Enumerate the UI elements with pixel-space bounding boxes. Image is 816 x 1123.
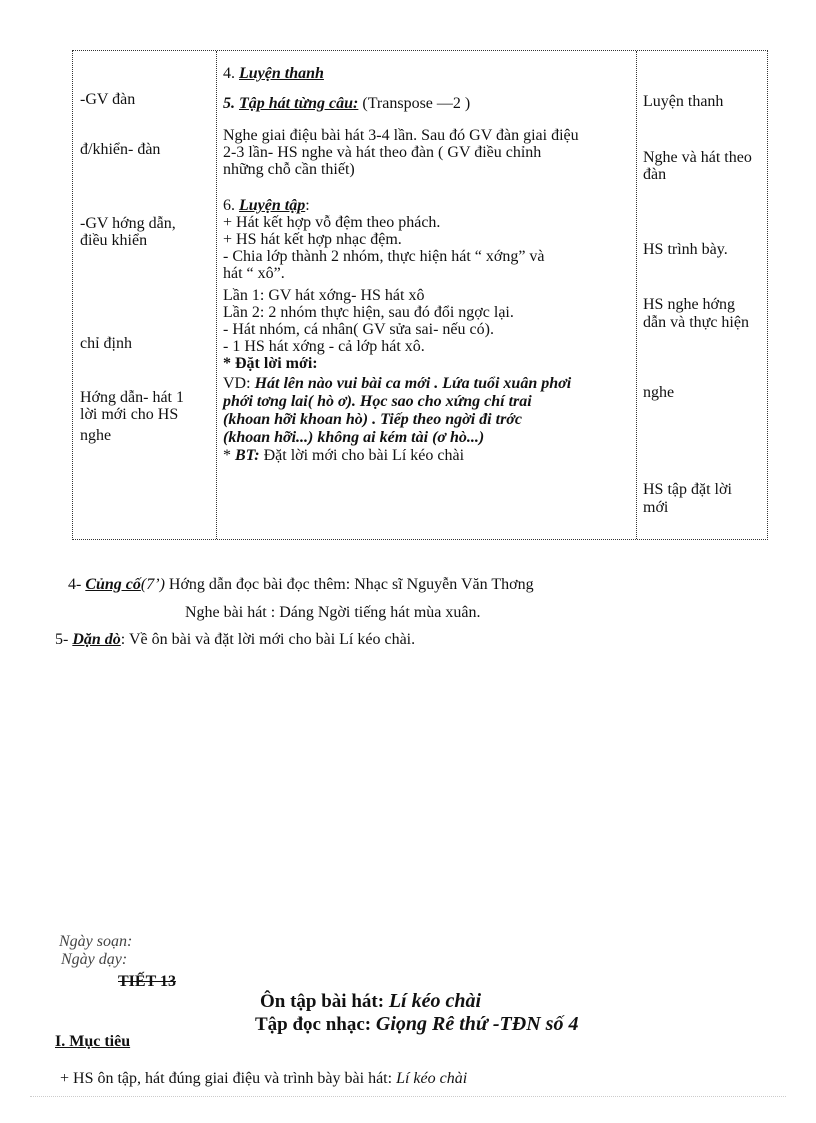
column-divider: [216, 51, 217, 539]
homework-label: Dặn dò: [72, 631, 121, 648]
teacher-chi-dinh: chỉ định: [80, 335, 132, 352]
practice-line-4: hát “ xô”.: [223, 265, 285, 282]
date-prepared-label: Ngày soạn:: [59, 933, 133, 950]
section-6-title: Luyện tập: [239, 197, 306, 214]
example-label: VD:: [223, 375, 255, 392]
objectives-line-1-text: + HS ôn tập, hát đúng giai điệu và trình bày bài hát:: [60, 1070, 397, 1087]
section-4-heading: [223, 65, 324, 82]
exercise-star: *: [223, 447, 235, 464]
teacher-hd-hat-line-2: lời mới cho HS: [80, 406, 179, 423]
practice-line-6: Lần 2: 2 nhóm thực hiện, sau đó đổi ngợc lại.: [223, 304, 514, 321]
student-tap-dat-loi-line-1: HS tập đặt lời: [643, 481, 732, 498]
lesson-number: TIẾT 13: [118, 973, 176, 990]
section-6-colon: :: [305, 197, 310, 214]
student-nghe-huong-dan-line-2: dẫn và thực hiện: [643, 314, 749, 331]
lesson-title-line-1: [260, 990, 481, 1013]
consolidation-prefix: 4-: [68, 576, 86, 593]
student-nghe: nghe: [643, 384, 675, 401]
student-nghe-hat-line-1: Nghe và hát theo: [643, 149, 752, 166]
objectives-line-1-song: Lí kéo chài: [396, 1070, 468, 1087]
lesson-title-1-song: Lí kéo chài: [388, 990, 482, 1012]
student-luyen-thanh: Luyện thanh: [643, 93, 724, 110]
exercise-text: Đặt lời mới cho bài Lí kéo chài: [259, 447, 465, 464]
practice-line-7: - Hát nhóm, cá nhân( GV sửa sai- nếu có).: [223, 321, 494, 338]
consolidation-time: (7’): [140, 576, 165, 593]
homework-text: : Về ôn bài và đặt lời mới cho bài Lí kéo chài.: [120, 631, 416, 648]
section-6-heading: [223, 197, 310, 214]
consolidation-label: Củng cố: [85, 576, 141, 593]
teacher-hd-hat-line-1: Hớng dẫn- hát 1: [80, 389, 184, 406]
practice-line-2: + HS hát kết hợp nhạc đệm.: [223, 231, 402, 248]
example-line-4: (khoan hỡi...) không ai kém tài (ơ hò...): [223, 429, 485, 446]
example-line-2: phới tơng lai( hò ơ). Học sao cho xứng chí trai: [223, 393, 532, 410]
exercise-line: [223, 447, 464, 464]
student-tap-dat-loi-line-2: mới: [643, 499, 669, 516]
paragraph-1-line-3: những chỗ cần thiết): [223, 161, 355, 178]
consolidation-line-2: Nghe bài hát : Dáng Ngời tiếng hát mùa xuân.: [185, 604, 481, 621]
teacher-huong-dan-line-2: điều khiển: [80, 232, 148, 249]
section-4-title: Luyện thanh: [239, 65, 324, 82]
practice-line-5: Lần 1: GV hát xớng- HS hát xô: [223, 287, 425, 304]
example-line-3: (khoan hỡi khoan hò) . Tiếp theo ngời đi trớc: [223, 411, 522, 428]
section-5-heading: [223, 95, 470, 112]
objectives-line-1: [60, 1070, 467, 1088]
section-5-transpose: (Transpose —2 ): [358, 95, 471, 112]
example-line-1: [223, 375, 571, 392]
section-5-title: Tập hát từng câu:: [239, 95, 359, 112]
consolidation-text: Hớng dẫn đọc bài đọc thêm: Nhạc sĩ Nguyễn Văn Thơng: [164, 576, 534, 593]
student-nghe-hat-line-2: đàn: [643, 166, 667, 183]
section-5-number: 5.: [223, 95, 239, 112]
teacher-huong-dan-line-1: -GV hớng dẫn,: [80, 215, 176, 232]
homework-prefix: 5-: [55, 631, 73, 648]
student-trinh-bay: HS trình bày.: [643, 241, 728, 258]
section-6-number: 6.: [223, 197, 239, 214]
practice-line-3: - Chia lớp thành 2 nhóm, thực hiện hát “ xớng” và: [223, 248, 545, 265]
teacher-hd-hat-line-3: nghe: [80, 427, 112, 444]
page-bottom-edge: [30, 1096, 786, 1097]
lesson-title-2-subject: Giọng Rê thứ -TĐN số 4: [375, 1013, 579, 1035]
homework-line: [55, 631, 415, 649]
lesson-title-line-2: [255, 1013, 578, 1036]
teacher-dieu-khien-dan: đ/khiển- đàn: [80, 141, 161, 158]
exercise-label: BT:: [235, 447, 260, 464]
paragraph-1-line-1: Nghe giai điệu bài hát 3-4 lần. Sau đó GV đàn giai điệu: [223, 127, 579, 144]
example-lyric-1: Hát lên nào vui bài ca mới . Lứa tuổi xuân phơi: [254, 375, 572, 392]
practice-line-1: + Hát kết hợp vỗ đệm theo phách.: [223, 214, 441, 231]
section-4-number: 4.: [223, 65, 239, 82]
paragraph-1-line-2: 2-3 lần- HS nghe và hát theo đàn ( GV điều chỉnh: [223, 144, 542, 161]
consolidation-line: [68, 576, 534, 594]
new-lyrics-heading: * Đặt lời mới:: [223, 355, 318, 372]
lesson-table: [72, 50, 768, 540]
lesson-title-2-prefix: Tập đọc nhạc:: [255, 1014, 376, 1035]
objectives-heading: I. Mục tiêu: [55, 1033, 131, 1050]
date-taught-label: Ngày dạy:: [61, 951, 128, 968]
practice-line-8: - 1 HS hát xớng - cả lớp hát xô.: [223, 338, 425, 355]
teacher-gv-dan: -GV đàn: [80, 91, 136, 108]
lesson-title-1-prefix: Ôn tập bài hát:: [260, 991, 389, 1012]
column-divider: [636, 51, 637, 539]
student-nghe-huong-dan-line-1: HS nghe hớng: [643, 296, 736, 313]
